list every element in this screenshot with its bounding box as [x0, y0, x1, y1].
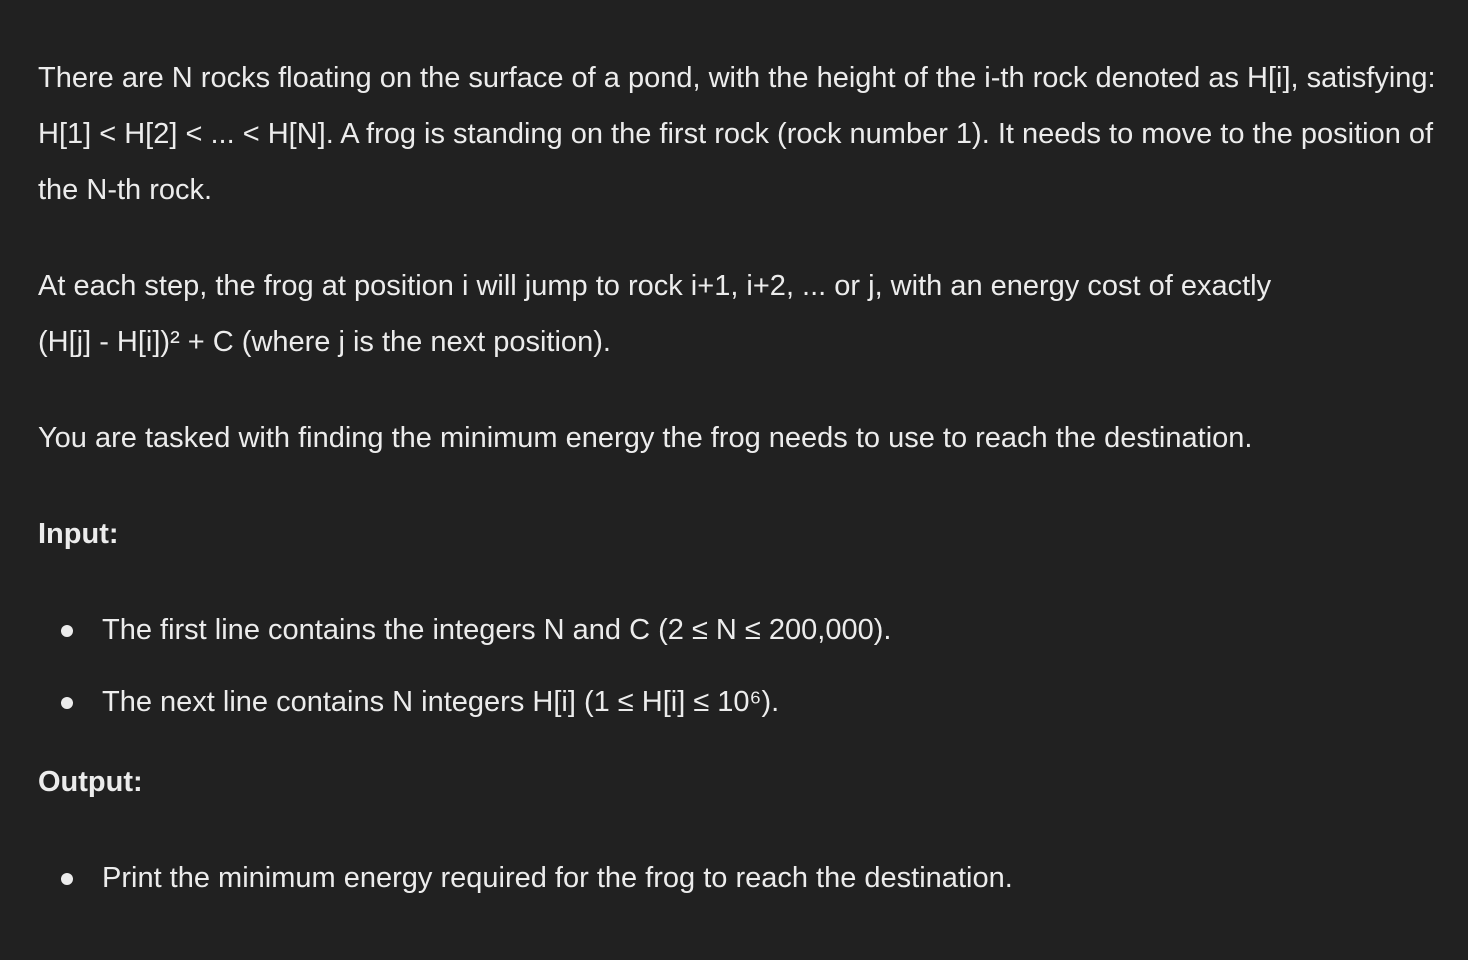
task-paragraph: You are tasked with finding the minimum energy the frog needs to use to reach the destination.	[38, 422, 1253, 454]
list-item	[38, 850, 1438, 906]
bullet-icon	[61, 625, 73, 637]
jump-rule-paragraph	[38, 258, 1438, 370]
bullet-icon	[61, 697, 73, 709]
description-paragraph: There are N rocks floating on the surface of a pond, with the height of the i-th rock denoted as H[i], satisfying: H[1] < H[2] < ... < H[N]. A frog is standing on the first rock (rock number 1). It needs to move to the position of the N-th rock.	[38, 62, 1436, 206]
problem-statement	[38, 50, 1438, 906]
input-heading: Input:	[38, 518, 119, 550]
jump-rule-line-1: At each step, the frog at position i will jump to rock i+1, i+2, ... or j, with an energy cost of exactly	[38, 270, 1272, 302]
input-list	[38, 602, 1438, 730]
output-list	[38, 850, 1438, 906]
list-item	[38, 602, 1438, 658]
input-item-text: The first line contains the integers N and C (2 ≤ N ≤ 200,000).	[102, 614, 892, 646]
output-item-text: Print the minimum energy required for the frog to reach the destination.	[102, 862, 1013, 894]
jump-rule-line-2: (H[j] - H[i])² + C (where j is the next position).	[38, 326, 611, 358]
bullet-icon	[61, 873, 73, 885]
list-item	[38, 674, 1438, 730]
input-item-text: The next line contains N integers H[i] (1 ≤ H[i] ≤ 10⁶).	[102, 686, 780, 718]
output-heading: Output:	[38, 766, 143, 798]
